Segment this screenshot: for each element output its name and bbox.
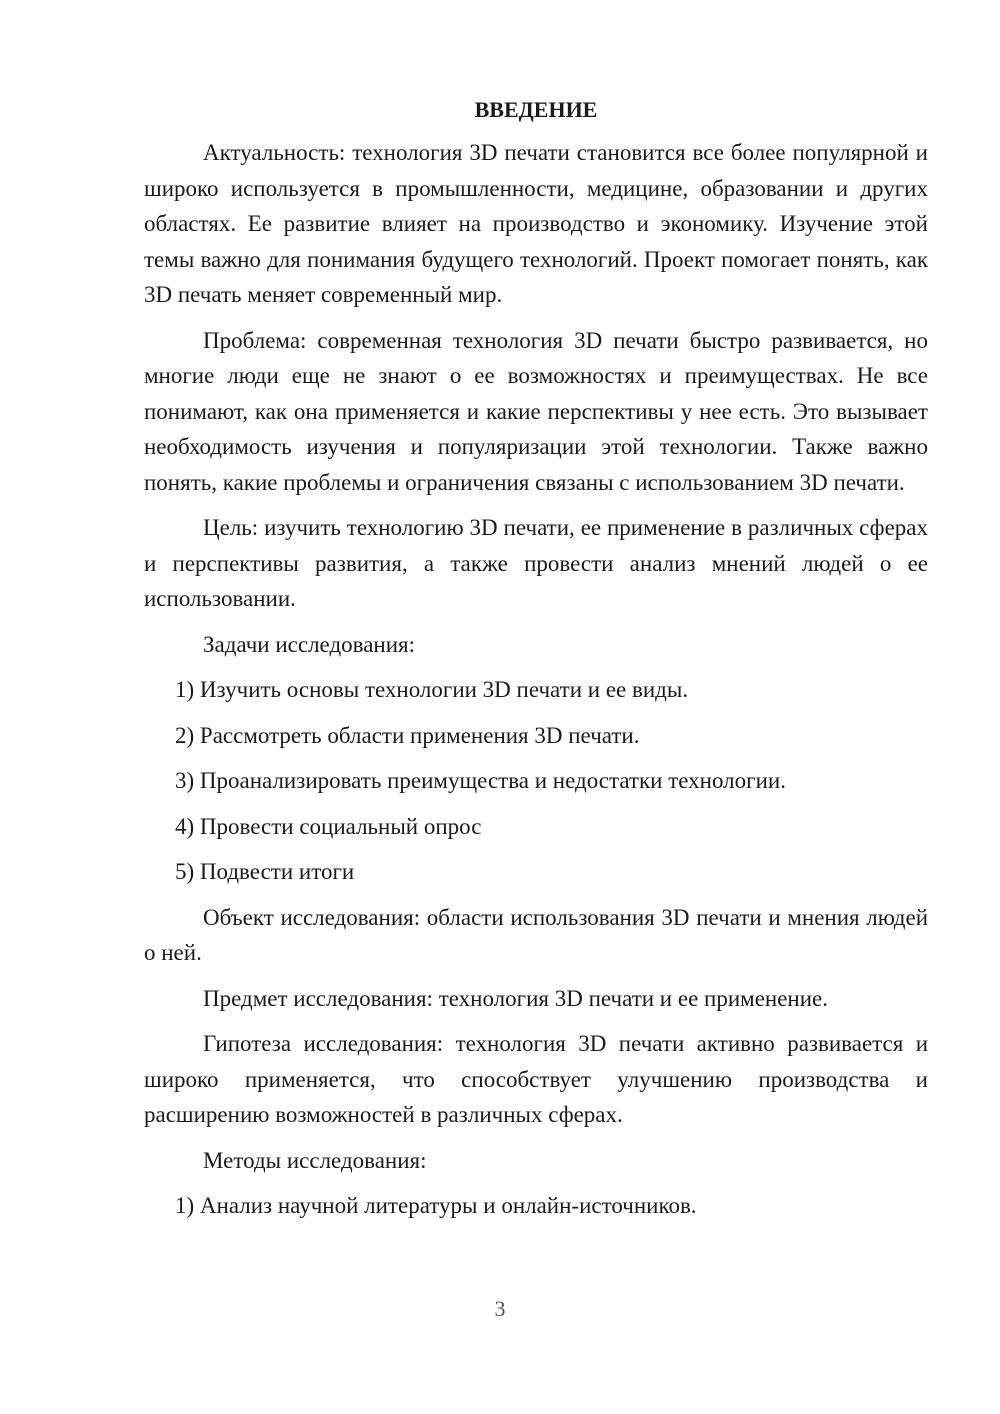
method-item-1: 1) Анализ научной литературы и онлайн-источников.: [175, 1193, 697, 1218]
relevance-paragraph: Актуальность: технология 3D печати становится все более популярной и широко используется в промышленности, медицине, образовании и других областях. Ее развитие влияет на производство и экономику. Изучение этой темы важно для понимания будущего технологий. Проект помогает понять, как 3D печать меняет современный мир.: [144, 140, 928, 307]
goal-paragraph: Цель: изучить технологию 3D печати, ее применение в различных сферах и перспективы развития, а также провести анализ мнений людей о ее использовании.: [144, 515, 928, 611]
task-item-3: 3) Проанализировать преимущества и недостатки технологии.: [175, 768, 786, 793]
task-item-4: 4) Провести социальный опрос: [175, 813, 482, 839]
page-number: 3: [494, 1296, 506, 1321]
hypothesis-paragraph: Гипотеза исследования: технология 3D печати активно развивается и широко применяется, что способствует улучшению производства и расширению возможностей в различных сферах.: [144, 1031, 928, 1127]
document-page: [144, 95, 928, 1234]
tasks-heading: Задачи исследования:: [203, 631, 416, 657]
section-title: ВВЕДЕНИЕ: [474, 97, 598, 122]
subject-paragraph: Предмет исследования: технология 3D печати и ее применение.: [203, 985, 828, 1011]
task-item-2: 2) Рассмотреть области применения 3D печати.: [175, 722, 640, 748]
task-item-1: 1) Изучить основы технологии 3D печати и ее виды.: [175, 677, 689, 702]
object-paragraph: Объект исследования: области использования 3D печати и мнения людей о ней.: [144, 904, 928, 965]
task-item-5: 5) Подвести итоги: [175, 859, 355, 884]
methods-heading: Методы исследования:: [203, 1147, 427, 1173]
problem-paragraph: Проблема: современная технология 3D печати быстро развивается, но многие люди еще не знают о ее возможностях и преимуществах. Не все понимают, как она применяется и какие перспективы у нее есть. Это вызывает необходимость изучения и популяризации этой технологии. Также важно понять, какие проблемы и ограничения связаны с использованием 3D печати.: [144, 327, 928, 495]
